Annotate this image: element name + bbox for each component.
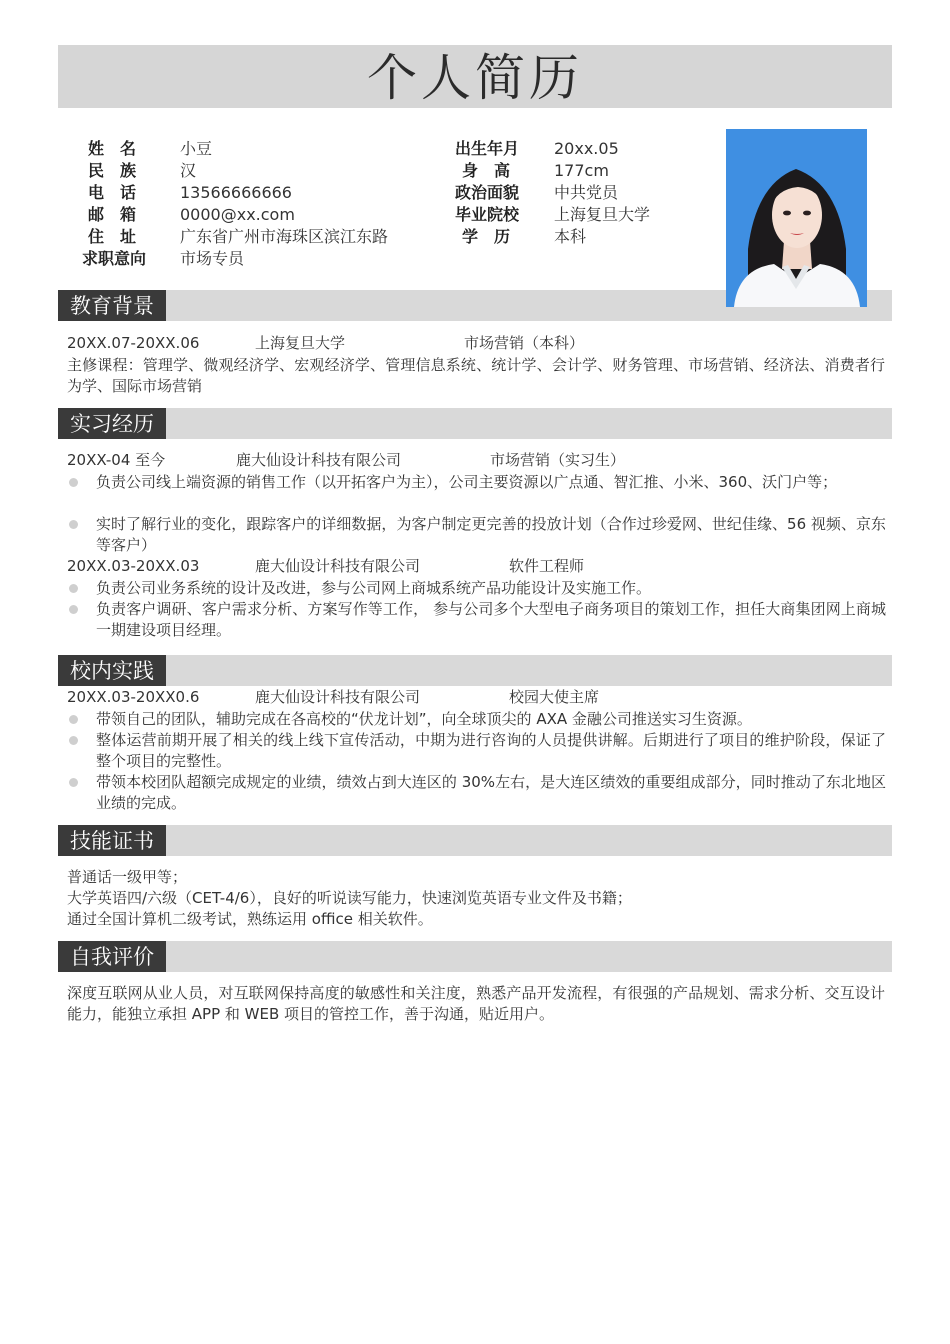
- info-label: 学 历: [462, 227, 511, 246]
- info-value: 小豆: [180, 139, 213, 158]
- skill-item: 普通话一级甲等；: [67, 868, 188, 886]
- info-label: 电 话: [88, 183, 137, 202]
- info-value: 汉: [180, 161, 197, 180]
- section-internship: [58, 408, 892, 439]
- bullet-text: 带领自己的团队，辅助完成在各高校的“伏龙计划”，向全球顶尖的 AXA 金融公司推送实习生资源。: [96, 710, 752, 728]
- education-date: 20XX.07-20XX.06: [67, 334, 200, 352]
- internship-company: 鹿大仙设计科技有限公司: [236, 451, 402, 469]
- section-internship-title: 实习经历: [58, 408, 166, 439]
- bullet-text: 负责公司线上端资源的销售工作（以开拓客户为主），公司主要资源以广点通、智汇推、小米、360、沃门户等；: [96, 473, 838, 491]
- info-label: 毕业院校: [455, 205, 520, 224]
- section-self: [58, 941, 892, 972]
- info-birth-row: [450, 138, 710, 160]
- info-value: 广东省广州市海珠区滨江东路: [180, 227, 389, 246]
- info-ethnicity-row: [60, 160, 420, 182]
- campus-bullet: [96, 730, 886, 772]
- info-label: 民 族: [88, 161, 137, 180]
- info-objective-row: [60, 248, 420, 270]
- section-skills: [58, 825, 892, 856]
- info-value: 20xx.05: [554, 139, 619, 158]
- info-value: 177cm: [554, 161, 609, 180]
- bullet-text: 实时了解行业的变化，跟踪客户的详细数据，为客户制定更完善的投放计划（合作过珍爱网、世纪佳缘、56 视频、京东等客户）: [96, 515, 886, 554]
- section-campus: [58, 655, 892, 686]
- campus-bullet: [96, 772, 886, 814]
- self-evaluation-text: 深度互联网从业人员，对互联网保持高度的敏感性和关注度，熟悉产品开发流程，有很强的产品规划、需求分析、交互设计能力，能独立承担 APP 和 WEB 项目的管控工作，善于沟通，贴近用户。: [67, 984, 885, 1023]
- campus-header-row: [67, 687, 885, 708]
- info-height-row: [450, 160, 710, 182]
- education-major: 市场营销（本科）: [464, 334, 585, 352]
- info-political-row: [450, 182, 710, 204]
- skill-item: 通过全国计算机二级考试，熟练运用 office 相关软件。: [67, 910, 433, 928]
- internship-bullet: [96, 599, 886, 641]
- page-title: 个人简历: [367, 49, 583, 107]
- info-label: 姓 名: [88, 139, 137, 158]
- campus-role: 校园大使主席: [509, 688, 600, 706]
- info-value: 上海复旦大学: [554, 205, 651, 224]
- education-courses: 主修课程：管理学、微观经济学、宏观经济学、管理信息系统、统计学、会计学、财务管理、市场营销、经济法、消费者行为学、国际市场营销: [67, 356, 885, 395]
- section-self-title: 自我评价: [58, 941, 166, 972]
- internship-role: 市场营销（实习生）: [490, 451, 626, 469]
- info-label: 邮 箱: [88, 205, 137, 224]
- campus-date: 20XX.03-20XX0.6: [67, 688, 200, 706]
- bullet-text: 负责客户调研、客户需求分析、方案写作等工作， 参与公司多个大型电子商务项目的策划工作，担任大商集团网上商城一期建设项目经理。: [96, 600, 886, 639]
- info-name-row: [60, 138, 420, 160]
- info-label: 政治面貌: [455, 183, 520, 202]
- info-value: 本科: [554, 227, 587, 246]
- info-value: 市场专员: [180, 249, 245, 268]
- bullet-text: 带领本校团队超额完成规定的业绩，绩效占到大连区的 30%左右，是大连区绩效的重要组成部分，同时推动了东北地区业绩的完成。: [96, 773, 886, 812]
- section-skills-title: 技能证书: [58, 825, 166, 856]
- bullet-dot-icon: [69, 778, 78, 787]
- info-phone-row: [60, 182, 420, 204]
- internship-company: 鹿大仙设计科技有限公司: [255, 557, 421, 575]
- bullet-dot-icon: [69, 520, 78, 529]
- education-school: 上海复旦大学: [255, 334, 346, 352]
- bullet-dot-icon: [69, 715, 78, 724]
- info-address-row: [60, 226, 420, 248]
- internship-role: 软件工程师: [509, 557, 585, 575]
- internship-date: 20XX.03-20XX.03: [67, 557, 200, 575]
- info-value: 中共党员: [554, 183, 619, 202]
- title-banner: [58, 45, 892, 108]
- campus-company: 鹿大仙设计科技有限公司: [255, 688, 421, 706]
- info-label: 出生年月: [455, 139, 520, 158]
- info-label: 求职意向: [82, 249, 147, 268]
- internship-header-row: [67, 556, 885, 577]
- internship-header-row: [67, 450, 885, 471]
- info-value: 13566666666: [180, 183, 292, 202]
- internship-bullet: [96, 472, 886, 493]
- info-label: 身 高: [462, 161, 511, 180]
- bullet-dot-icon: [69, 605, 78, 614]
- info-value: 0000@xx.com: [180, 205, 295, 224]
- internship-bullet: [96, 578, 886, 599]
- campus-bullet: [96, 709, 886, 730]
- bullet-dot-icon: [69, 584, 78, 593]
- bullet-text: 负责公司业务系统的设计及改进，参与公司网上商城系统产品功能设计及实施工作。: [96, 579, 652, 597]
- section-campus-title: 校内实践: [58, 655, 166, 686]
- bullet-text: 整体运营前期开展了相关的线上线下宣传活动，中期为进行咨询的人员提供讲解。后期进行了项目的维护阶段，保证了整个项目的完整性。: [96, 731, 886, 770]
- info-school-row: [450, 204, 710, 226]
- bullet-dot-icon: [69, 478, 78, 487]
- section-education-title: 教育背景: [58, 290, 166, 321]
- skill-item: 大学英语四/六级（CET-4/6），良好的听说读写能力，快速浏览英语专业文件及书籍；: [67, 889, 632, 907]
- internship-date: 20XX-04 至今: [67, 451, 166, 469]
- info-degree-row: [450, 226, 710, 248]
- bullet-dot-icon: [69, 736, 78, 745]
- info-label: 住 址: [88, 227, 137, 246]
- info-email-row: [60, 204, 420, 226]
- education-header-row: [67, 333, 885, 354]
- internship-bullet: [96, 514, 886, 556]
- profile-photo: [726, 129, 867, 307]
- portrait-icon: [726, 129, 867, 307]
